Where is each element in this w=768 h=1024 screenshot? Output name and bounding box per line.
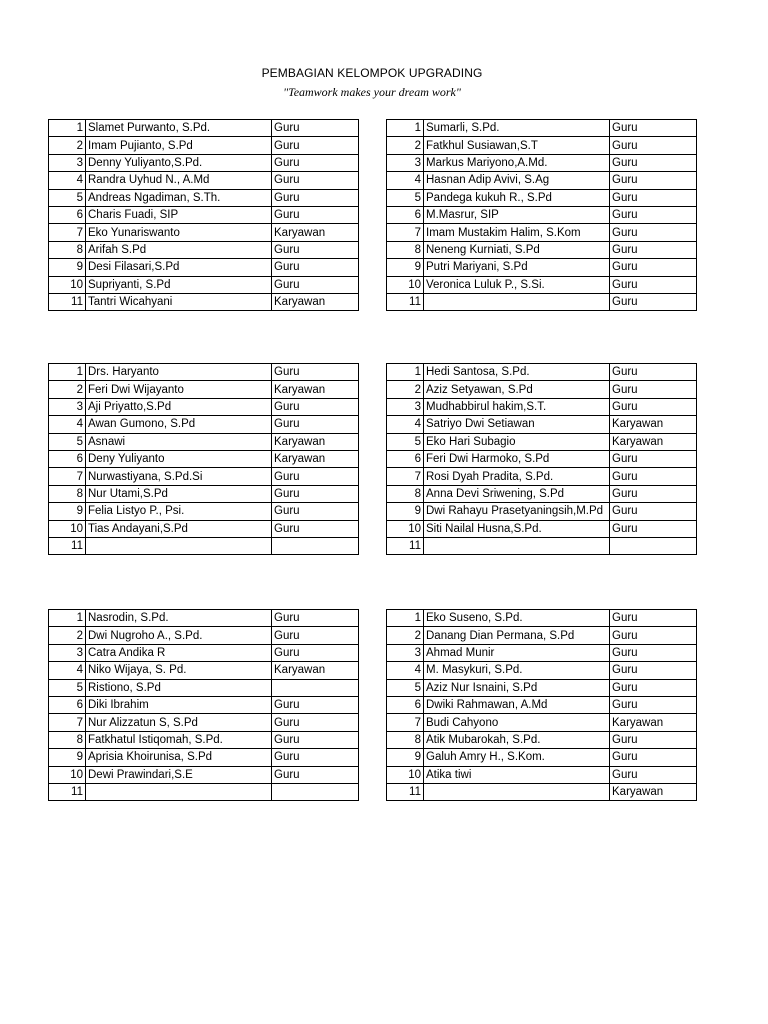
- table-row: [387, 610, 697, 627]
- row-number: 9: [49, 749, 86, 766]
- row-number: 4: [387, 662, 424, 679]
- table-row: [387, 276, 697, 293]
- member-role: Guru: [610, 766, 697, 783]
- row-number: 3: [49, 644, 86, 661]
- row-number: 7: [49, 714, 86, 731]
- member-name: Asnawi: [86, 433, 272, 450]
- table-row: [49, 537, 359, 554]
- row-number: 1: [387, 120, 424, 137]
- member-role: Guru: [610, 696, 697, 713]
- row-number: 8: [387, 241, 424, 258]
- page-subtitle: "Teamwork makes your dream work": [283, 85, 461, 99]
- group-table-4: [386, 363, 697, 555]
- table-row: [49, 679, 359, 696]
- row-number: 2: [387, 627, 424, 644]
- row-number: 11: [387, 537, 424, 554]
- row-number: 9: [387, 503, 424, 520]
- member-name: Nasrodin, S.Pd.: [86, 610, 272, 627]
- member-role: Guru: [610, 224, 697, 241]
- table-row: [387, 154, 697, 171]
- group-table-2: [386, 119, 697, 311]
- member-name: Nur Utami,S.Pd: [86, 485, 272, 502]
- table-row: [49, 120, 359, 137]
- row-number: 7: [49, 468, 86, 485]
- member-name: Danang Dian Permana, S.Pd: [424, 627, 610, 644]
- member-name: Felia Listyo P., Psi.: [86, 503, 272, 520]
- member-role: Guru: [610, 381, 697, 398]
- row-number: 9: [387, 749, 424, 766]
- row-number: 2: [387, 137, 424, 154]
- member-name: Fatkhatul Istiqomah, S.Pd.: [86, 731, 272, 748]
- member-name: Veronica Luluk P., S.Si.: [424, 276, 610, 293]
- group-table-3: [48, 363, 359, 555]
- row-number: 10: [387, 276, 424, 293]
- table-row: [49, 468, 359, 485]
- row-number: 1: [49, 364, 86, 381]
- member-role: Guru: [272, 259, 359, 276]
- row-number: 11: [49, 537, 86, 554]
- table-row: [49, 364, 359, 381]
- group-table-1: [48, 119, 359, 311]
- member-name: Nurwastiyana, S.Pd.Si: [86, 468, 272, 485]
- member-role: Guru: [610, 662, 697, 679]
- group-table-5: [48, 609, 359, 801]
- row-number: 8: [49, 485, 86, 502]
- row-number: 10: [49, 520, 86, 537]
- member-role: Guru: [610, 206, 697, 223]
- table-row: [387, 783, 697, 800]
- row-number: 5: [49, 679, 86, 696]
- member-name: Hedi Santosa, S.Pd.: [424, 364, 610, 381]
- member-name: Imam Mustakim Halim, S.Kom: [424, 224, 610, 241]
- member-name: [86, 783, 272, 800]
- member-role: [610, 537, 697, 554]
- table-row: [387, 485, 697, 502]
- table-row: [49, 766, 359, 783]
- table-row: [387, 259, 697, 276]
- member-name: Atika tiwi: [424, 766, 610, 783]
- table-row: [49, 731, 359, 748]
- row-number: 2: [49, 627, 86, 644]
- member-role: Guru: [272, 714, 359, 731]
- member-role: Guru: [272, 154, 359, 171]
- member-role: Guru: [272, 749, 359, 766]
- member-name: Sumarli, S.Pd.: [424, 120, 610, 137]
- table-row: [387, 503, 697, 520]
- member-name: Dwi Rahayu Prasetyaningsih,M.Pd: [424, 503, 610, 520]
- member-role: Guru: [272, 120, 359, 137]
- table-row: [387, 137, 697, 154]
- table-row: [387, 381, 697, 398]
- row-number: 1: [387, 364, 424, 381]
- member-role: Guru: [272, 416, 359, 433]
- row-number: 2: [49, 381, 86, 398]
- table-row: [49, 433, 359, 450]
- member-role: Guru: [272, 398, 359, 415]
- member-name: Budi Cahyono: [424, 714, 610, 731]
- row-number: 1: [49, 610, 86, 627]
- row-number: 8: [49, 241, 86, 258]
- table-row: [49, 610, 359, 627]
- table-row: [49, 503, 359, 520]
- member-role: Karyawan: [610, 783, 697, 800]
- member-name: Atik Mubarokah, S.Pd.: [424, 731, 610, 748]
- table-row: [49, 137, 359, 154]
- row-number: 10: [387, 520, 424, 537]
- table-row: [49, 189, 359, 206]
- member-role: Guru: [272, 610, 359, 627]
- member-name: Eko Yunariswanto: [86, 224, 272, 241]
- member-name: Awan Gumono, S.Pd: [86, 416, 272, 433]
- member-name: Dwiki Rahmawan, A.Md: [424, 696, 610, 713]
- member-role: Guru: [610, 241, 697, 258]
- member-name: Markus Mariyono,A.Md.: [424, 154, 610, 171]
- member-role: Karyawan: [610, 714, 697, 731]
- member-name: Pandega kukuh R., S.Pd: [424, 189, 610, 206]
- member-role: Guru: [272, 189, 359, 206]
- table-row: [387, 398, 697, 415]
- table-row: [387, 172, 697, 189]
- member-name: Charis Fuadi, SIP: [86, 206, 272, 223]
- member-name: Rosi Dyah Pradita, S.Pd.: [424, 468, 610, 485]
- table-row: [49, 662, 359, 679]
- row-number: 4: [387, 416, 424, 433]
- row-number: 5: [387, 679, 424, 696]
- member-role: [272, 679, 359, 696]
- table-row: [49, 520, 359, 537]
- member-name: Dwi Nugroho A., S.Pd.: [86, 627, 272, 644]
- row-number: 9: [49, 259, 86, 276]
- member-role: Guru: [272, 206, 359, 223]
- row-number: 1: [49, 120, 86, 137]
- member-role: Guru: [610, 485, 697, 502]
- table-row: [387, 679, 697, 696]
- row-number: 7: [387, 468, 424, 485]
- member-role: Karyawan: [272, 381, 359, 398]
- table-row: [49, 276, 359, 293]
- member-role: Guru: [610, 293, 697, 310]
- table-row: [387, 364, 697, 381]
- member-name: Imam Pujianto, S.Pd: [86, 137, 272, 154]
- table-row: [387, 662, 697, 679]
- member-name: Tantri Wicahyani: [86, 293, 272, 310]
- member-role: Guru: [272, 276, 359, 293]
- table-row: [387, 696, 697, 713]
- row-number: 3: [49, 398, 86, 415]
- member-name: Diki Ibrahim: [86, 696, 272, 713]
- member-role: Guru: [272, 172, 359, 189]
- member-name: Ristiono, S.Pd: [86, 679, 272, 696]
- member-name: Niko Wijaya, S. Pd.: [86, 662, 272, 679]
- member-role: Guru: [610, 172, 697, 189]
- table-row: [387, 537, 697, 554]
- member-name: Aziz Setyawan, S.Pd: [424, 381, 610, 398]
- table-row: [387, 714, 697, 731]
- table-row: [387, 520, 697, 537]
- table-row: [387, 627, 697, 644]
- table-row: [49, 172, 359, 189]
- member-role: Guru: [610, 731, 697, 748]
- table-row: [49, 644, 359, 661]
- member-role: Guru: [610, 468, 697, 485]
- row-number: 6: [49, 206, 86, 223]
- member-name: Desi Filasari,S.Pd: [86, 259, 272, 276]
- member-role: Guru: [610, 679, 697, 696]
- member-role: Karyawan: [272, 433, 359, 450]
- table-row: [387, 241, 697, 258]
- row-number: 8: [387, 731, 424, 748]
- member-role: Guru: [272, 644, 359, 661]
- row-number: 11: [49, 783, 86, 800]
- table-row: [387, 293, 697, 310]
- row-number: 11: [387, 783, 424, 800]
- member-name: Fatkhul Susiawan,S.T: [424, 137, 610, 154]
- table-row: [49, 259, 359, 276]
- member-name: Andreas Ngadiman, S.Th.: [86, 189, 272, 206]
- member-name: M.Masrur, SIP: [424, 206, 610, 223]
- table-row: [387, 206, 697, 223]
- table-row: [387, 468, 697, 485]
- table-row: [387, 189, 697, 206]
- member-role: Guru: [272, 731, 359, 748]
- member-role: Guru: [272, 520, 359, 537]
- row-number: 10: [387, 766, 424, 783]
- member-name: Eko Suseno, S.Pd.: [424, 610, 610, 627]
- member-role: Karyawan: [610, 416, 697, 433]
- member-name: Neneng Kurniati, S.Pd: [424, 241, 610, 258]
- row-number: 5: [387, 433, 424, 450]
- row-number: 11: [387, 293, 424, 310]
- table-row: [49, 154, 359, 171]
- member-name: Eko Hari Subagio: [424, 433, 610, 450]
- member-name: [424, 293, 610, 310]
- member-name: Nur Alizzatun S, S.Pd: [86, 714, 272, 731]
- member-name: Arifah S.Pd: [86, 241, 272, 258]
- member-name: Aziz Nur Isnaini, S.Pd: [424, 679, 610, 696]
- member-name: Supriyanti, S.Pd: [86, 276, 272, 293]
- member-role: Guru: [610, 398, 697, 415]
- member-role: Guru: [610, 644, 697, 661]
- member-name: [424, 537, 610, 554]
- table-row: [49, 696, 359, 713]
- table-row: [49, 206, 359, 223]
- row-number: 3: [387, 644, 424, 661]
- member-name: Anna Devi Sriwening, S.Pd: [424, 485, 610, 502]
- row-number: 2: [387, 381, 424, 398]
- row-number: 4: [49, 416, 86, 433]
- table-row: [387, 766, 697, 783]
- table-row: [49, 416, 359, 433]
- table-row: [49, 783, 359, 800]
- member-name: Hasnan Adip Avivi, S.Ag: [424, 172, 610, 189]
- row-number: 6: [387, 450, 424, 467]
- row-number: 5: [49, 189, 86, 206]
- table-row: [49, 714, 359, 731]
- row-number: 3: [387, 154, 424, 171]
- member-role: [272, 783, 359, 800]
- member-role: Guru: [610, 276, 697, 293]
- table-row: [49, 485, 359, 502]
- table-row: [387, 433, 697, 450]
- member-role: Guru: [610, 259, 697, 276]
- page-title: PEMBAGIAN KELOMPOK UPGRADING: [261, 66, 483, 80]
- row-number: 4: [387, 172, 424, 189]
- member-role: Guru: [272, 766, 359, 783]
- table-row: [387, 120, 697, 137]
- row-number: 3: [387, 398, 424, 415]
- row-number: 8: [387, 485, 424, 502]
- table-row: [49, 749, 359, 766]
- member-role: Karyawan: [272, 224, 359, 241]
- table-row: [387, 644, 697, 661]
- member-name: Feri Dwi Harmoko, S.Pd: [424, 450, 610, 467]
- group-table-6: [386, 609, 697, 801]
- member-name: Putri Mariyani, S.Pd: [424, 259, 610, 276]
- row-number: 4: [49, 172, 86, 189]
- member-name: Feri Dwi Wijayanto: [86, 381, 272, 398]
- row-number: 7: [387, 714, 424, 731]
- member-name: Slamet Purwanto, S.Pd.: [86, 120, 272, 137]
- member-role: Guru: [272, 364, 359, 381]
- member-name: Deny Yuliyanto: [86, 450, 272, 467]
- table-row: [387, 416, 697, 433]
- table-row: [49, 398, 359, 415]
- member-role: Guru: [610, 450, 697, 467]
- member-name: Satriyo Dwi Setiawan: [424, 416, 610, 433]
- member-name: Denny Yuliyanto,S.Pd.: [86, 154, 272, 171]
- member-role: Guru: [272, 485, 359, 502]
- member-role: Guru: [272, 468, 359, 485]
- table-row: [49, 224, 359, 241]
- member-role: Guru: [610, 364, 697, 381]
- row-number: 7: [387, 224, 424, 241]
- row-number: 6: [49, 450, 86, 467]
- member-name: Mudhabbirul hakim,S.T.: [424, 398, 610, 415]
- member-name: [86, 537, 272, 554]
- member-name: M. Masykuri, S.Pd.: [424, 662, 610, 679]
- member-name: Siti Nailal Husna,S.Pd.: [424, 520, 610, 537]
- member-role: [272, 537, 359, 554]
- member-name: Ahmad Munir: [424, 644, 610, 661]
- table-row: [49, 241, 359, 258]
- member-role: Guru: [272, 627, 359, 644]
- member-role: Karyawan: [610, 433, 697, 450]
- row-number: 5: [49, 433, 86, 450]
- table-row: [387, 749, 697, 766]
- table-row: [387, 450, 697, 467]
- member-role: Guru: [610, 154, 697, 171]
- member-name: Aji Priyatto,S.Pd: [86, 398, 272, 415]
- member-role: Guru: [272, 696, 359, 713]
- row-number: 3: [49, 154, 86, 171]
- member-name: Drs. Haryanto: [86, 364, 272, 381]
- member-name: Catra Andika R: [86, 644, 272, 661]
- table-row: [387, 731, 697, 748]
- row-number: 10: [49, 276, 86, 293]
- member-name: Tias Andayani,S.Pd: [86, 520, 272, 537]
- member-name: [424, 783, 610, 800]
- member-role: Karyawan: [272, 450, 359, 467]
- row-number: 1: [387, 610, 424, 627]
- row-number: 9: [387, 259, 424, 276]
- member-role: Karyawan: [272, 293, 359, 310]
- member-role: Guru: [272, 137, 359, 154]
- member-name: Dewi Prawindari,S.E: [86, 766, 272, 783]
- table-row: [49, 450, 359, 467]
- row-number: 6: [387, 696, 424, 713]
- member-name: Aprisia Khoirunisa, S.Pd: [86, 749, 272, 766]
- member-role: Guru: [610, 137, 697, 154]
- row-number: 9: [49, 503, 86, 520]
- row-number: 7: [49, 224, 86, 241]
- member-role: Guru: [272, 241, 359, 258]
- member-name: Randra Uyhud N., A.Md: [86, 172, 272, 189]
- member-role: Karyawan: [272, 662, 359, 679]
- table-row: [49, 627, 359, 644]
- row-number: 8: [49, 731, 86, 748]
- member-role: Guru: [610, 627, 697, 644]
- row-number: 5: [387, 189, 424, 206]
- table-row: [387, 224, 697, 241]
- row-number: 4: [49, 662, 86, 679]
- member-role: Guru: [610, 120, 697, 137]
- member-name: Galuh Amry H., S.Kom.: [424, 749, 610, 766]
- row-number: 11: [49, 293, 86, 310]
- member-role: Guru: [610, 610, 697, 627]
- member-role: Guru: [610, 520, 697, 537]
- table-row: [49, 381, 359, 398]
- member-role: Guru: [610, 749, 697, 766]
- table-row: [49, 293, 359, 310]
- row-number: 6: [387, 206, 424, 223]
- row-number: 6: [49, 696, 86, 713]
- member-role: Guru: [272, 503, 359, 520]
- row-number: 10: [49, 766, 86, 783]
- row-number: 2: [49, 137, 86, 154]
- member-role: Guru: [610, 503, 697, 520]
- member-role: Guru: [610, 189, 697, 206]
